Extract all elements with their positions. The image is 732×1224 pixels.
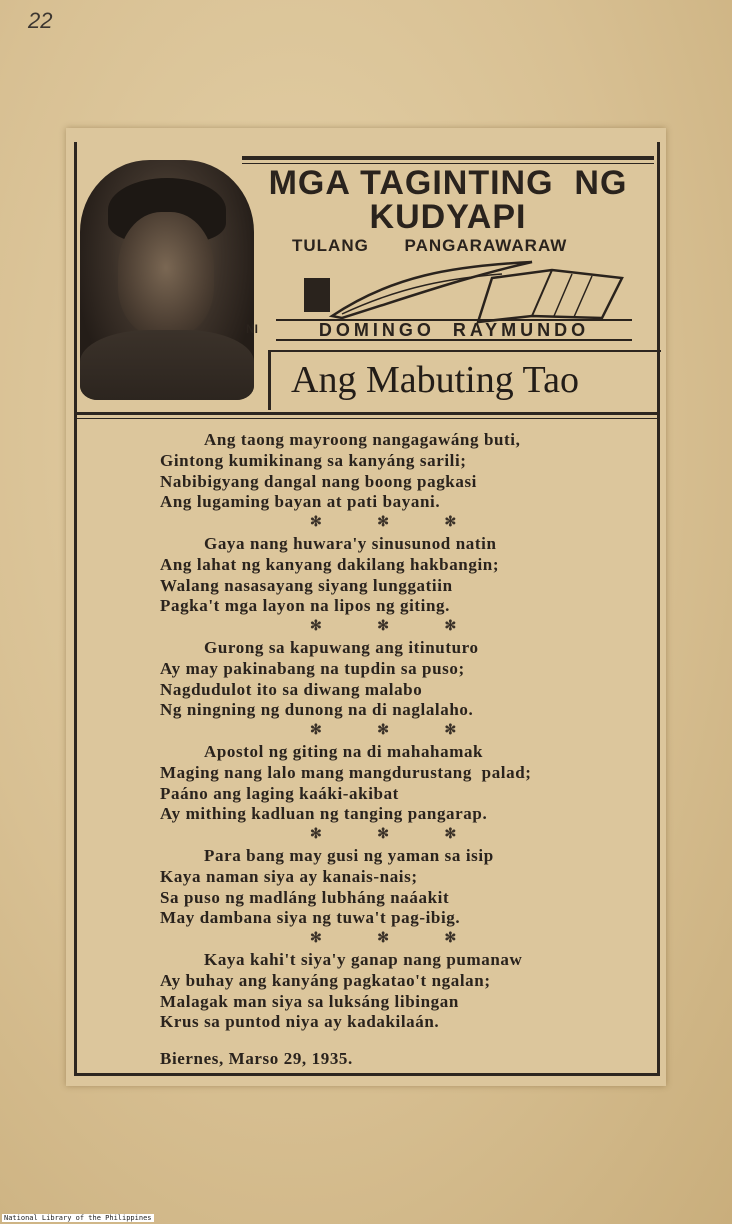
series-subtitle: TULANG PANGARAWARAW [292, 236, 568, 255]
author-name: DOMINGO RAYMUNDO [276, 319, 632, 341]
byline-prefix: NI [246, 322, 258, 336]
library-credit: National Library of the Philippines [4, 1214, 152, 1222]
poem-line: Ang taong mayroong nangagawáng buti, [204, 430, 521, 449]
poem-line: Gintong kumikinang sa kanyáng sarili; [160, 450, 467, 470]
stanza [160, 742, 630, 825]
poem-line: Gaya nang huwara'y sinusunod natin [204, 533, 497, 553]
poem-title: Ang Mabuting Tao [291, 359, 579, 401]
poem-line: Sa puso ng madláng lubháng naáakit [160, 887, 450, 907]
stanza-separator: ✻ ✻ ✻ [310, 515, 483, 531]
poem-line: Ng ningning ng dunong na di naglalaho. [160, 700, 474, 720]
poem-line: Nabibigyang dangal nang boong pagkasi [160, 471, 477, 491]
poem-line: Maging nang lalo mang mangdurustang palad; [160, 762, 532, 782]
poem-line: Kaya kahi't siya'y ganap nang pumanaw [204, 949, 523, 969]
open-book-icon [478, 270, 622, 322]
portrait-face [118, 212, 214, 336]
dateline: Biernes, Marso 29, 1935. [160, 1049, 353, 1069]
poem-body [160, 430, 630, 1070]
series-title [242, 166, 654, 234]
stanza [160, 846, 630, 929]
author-portrait [80, 160, 254, 400]
poem-title-box [268, 350, 661, 410]
portrait-shoulders [80, 330, 254, 400]
stanza [160, 430, 630, 513]
stanza [160, 638, 630, 721]
quill-and-book-illustration [302, 256, 642, 326]
poem-line: Nagdudulot ito sa diwang malabo [160, 679, 423, 699]
poem-line: May dambana siya ng tuwa't pag-ibig. [160, 908, 461, 928]
poem-line: Ay may pakinabang na tupdin sa puso; [160, 658, 465, 678]
poem-line: Para bang may gusi ng yaman sa isip [204, 845, 494, 865]
stanza-separator: ✻ ✻ ✻ [310, 619, 483, 635]
series-title-line2: KUDYAPI [369, 198, 527, 236]
poem-line: Ang lugaming bayan at pati bayani. [160, 492, 441, 512]
poem-line: Krus sa puntod niya ay kadakilaán. [160, 1012, 440, 1032]
poem-line: Paáno ang laging kaáki-akibat [160, 783, 399, 803]
inkwell-icon [304, 278, 330, 312]
stanza [160, 950, 630, 1033]
clipping-header [66, 128, 666, 400]
series-title-line1: MGA TAGINTING NG [268, 164, 628, 202]
poem-line: Gurong sa kapuwang ang itinuturo [204, 637, 479, 657]
poem-line: Pagka't mga layon na lipos ng giting. [160, 596, 450, 616]
poem-line: Walang nasasayang siyang lunggatiin [160, 575, 453, 595]
quill-icon [332, 262, 532, 318]
stanza-separator: ✻ ✻ ✻ [310, 931, 483, 947]
poem-line: Ay buhay ang kanyáng pagkatao't ngalan; [160, 970, 491, 990]
header-divider [74, 412, 660, 415]
poem-line: Apostol ng giting na di mahahamak [204, 741, 484, 761]
masthead-rule [242, 156, 654, 160]
poem-line: Malagak man siya sa luksáng libingan [160, 991, 459, 1011]
newspaper-clipping [66, 128, 666, 1086]
column-masthead [242, 156, 654, 346]
page-number: 22 [28, 8, 53, 33]
poem-line: Ang lahat ng kanyang dakilang hakbangin; [160, 554, 500, 574]
header-divider-thin [74, 418, 660, 419]
poem-line: Kaya naman siya ay kanais-nais; [160, 866, 418, 886]
stanza-separator: ✻ ✻ ✻ [310, 827, 483, 843]
stanza [160, 534, 630, 617]
poem-line: Ay mithing kadluan ng tanging pangarap. [160, 804, 488, 824]
stanza-separator: ✻ ✻ ✻ [310, 723, 483, 739]
